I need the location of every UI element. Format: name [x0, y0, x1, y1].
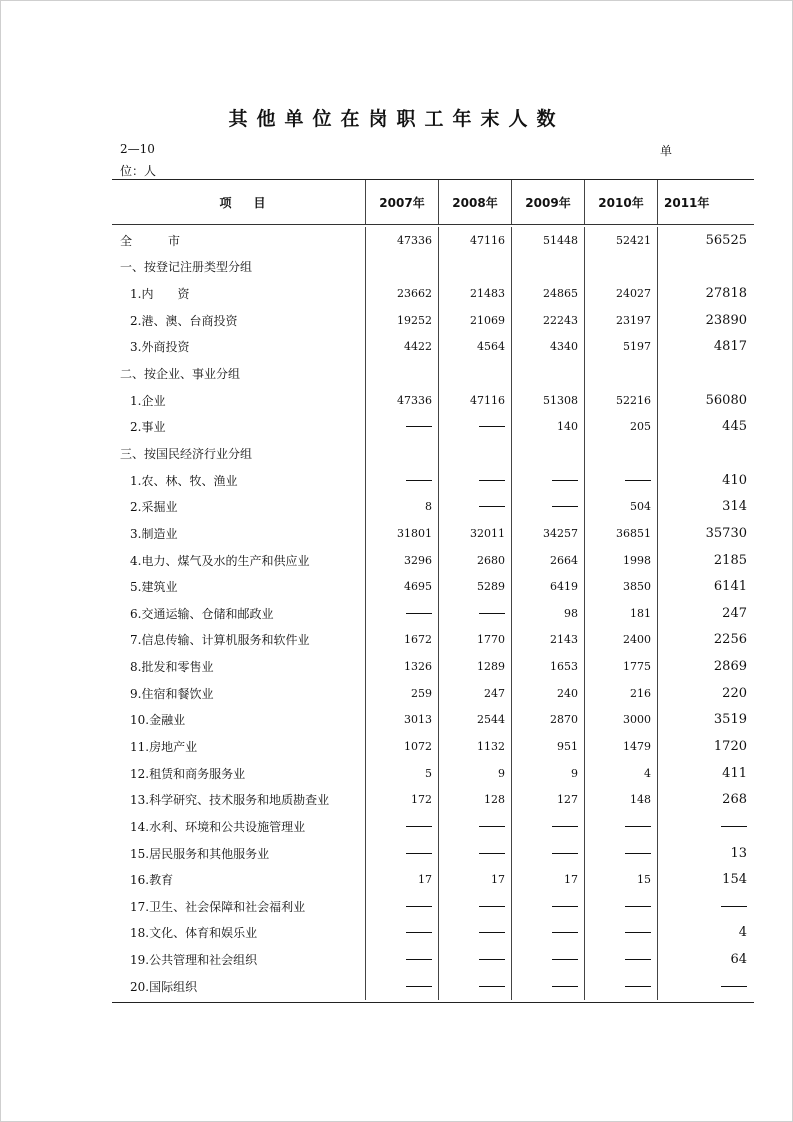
table-row: [112, 760, 754, 787]
row-label: 1.农、林、牧、渔业: [130, 473, 238, 488]
value-cell: [438, 813, 511, 840]
table-row: [112, 227, 754, 254]
value-cell: 21069: [438, 307, 511, 334]
table-row: [112, 627, 754, 654]
value-cell: [511, 920, 584, 947]
value-cell: [438, 920, 511, 947]
row-label: 2.港、澳、台商投资: [130, 313, 238, 328]
value-cell: 148: [584, 786, 657, 813]
no-data-dash: [721, 986, 747, 987]
value-cell: [365, 920, 438, 947]
value-cell: 1770: [438, 627, 511, 654]
value-cell: [657, 440, 753, 467]
value-cell: 15: [584, 866, 657, 893]
value-cell: 314: [657, 493, 753, 520]
no-data-dash: [406, 906, 432, 907]
no-data-dash: [552, 853, 578, 854]
value-cell: 2143: [511, 627, 584, 654]
value-cell: 4340: [511, 334, 584, 361]
value-cell: 6141: [657, 573, 753, 600]
value-cell: 8: [365, 493, 438, 520]
no-data-dash: [721, 906, 747, 907]
value-cell: 445: [657, 413, 753, 440]
value-cell: [438, 973, 511, 1000]
table-row: [112, 520, 754, 547]
table-row: [112, 547, 754, 574]
value-cell: [365, 360, 438, 387]
table-row: [112, 920, 754, 947]
no-data-dash: [479, 906, 505, 907]
table-row: [112, 866, 754, 893]
no-data-dash: [552, 506, 578, 507]
value-cell: 220: [657, 680, 753, 707]
value-cell: [657, 813, 753, 840]
value-cell: 17: [511, 866, 584, 893]
value-cell: [365, 973, 438, 1000]
value-cell: 1072: [365, 733, 438, 760]
no-data-dash: [479, 613, 505, 614]
value-cell: 1289: [438, 653, 511, 680]
row-label: 6.交通运输、仓储和邮政业: [130, 606, 274, 621]
header-year: 2008年: [438, 180, 511, 224]
value-cell: 23197: [584, 307, 657, 334]
value-cell: 47336: [365, 387, 438, 414]
value-cell: 4695: [365, 573, 438, 600]
value-cell: [657, 893, 753, 920]
row-label: 15.居民服务和其他服务业: [130, 846, 270, 861]
value-cell: 247: [438, 680, 511, 707]
no-data-dash: [406, 853, 432, 854]
value-cell: 127: [511, 786, 584, 813]
header-year: 2007年: [365, 180, 438, 224]
value-cell: 21483: [438, 280, 511, 307]
value-cell: 36851: [584, 520, 657, 547]
value-cell: 1326: [365, 653, 438, 680]
value-cell: [511, 360, 584, 387]
row-label: 5.建筑业: [130, 580, 178, 595]
no-data-dash: [625, 853, 651, 854]
row-label: 18.文化、体育和娱乐业: [130, 926, 258, 941]
value-cell: [584, 893, 657, 920]
table-row: [112, 440, 754, 467]
value-cell: 3000: [584, 707, 657, 734]
value-cell: 2256: [657, 627, 753, 654]
value-cell: 410: [657, 467, 753, 494]
table-row: [112, 786, 754, 813]
table-row: [112, 680, 754, 707]
value-cell: [365, 813, 438, 840]
value-cell: [511, 813, 584, 840]
value-cell: 4: [657, 920, 753, 947]
row-label: 二、按企业、事业分组: [120, 367, 241, 382]
row-label: 19.公共管理和社会组织: [130, 953, 258, 968]
value-cell: 13: [657, 840, 753, 867]
value-cell: 172: [365, 786, 438, 813]
table-row: [112, 893, 754, 920]
value-cell: 181: [584, 600, 657, 627]
value-cell: 1132: [438, 733, 511, 760]
value-cell: [584, 360, 657, 387]
value-cell: 52216: [584, 387, 657, 414]
row-label: 13.科学研究、技术服务和地质勘查业: [130, 793, 330, 808]
value-cell: 52421: [584, 227, 657, 254]
table-header: [112, 180, 754, 225]
row-label: 20.国际组织: [130, 979, 198, 994]
row-label: 17.卫生、社会保障和社会福利业: [130, 899, 306, 914]
table-row: [112, 254, 754, 281]
table-row: [112, 840, 754, 867]
row-label: 3.制造业: [130, 526, 178, 541]
value-cell: 5197: [584, 334, 657, 361]
no-data-dash: [406, 426, 432, 427]
value-cell: [365, 893, 438, 920]
value-cell: 24865: [511, 280, 584, 307]
value-cell: 140: [511, 413, 584, 440]
no-data-dash: [625, 480, 651, 481]
no-data-dash: [479, 986, 505, 987]
no-data-dash: [625, 959, 651, 960]
value-cell: 1720: [657, 733, 753, 760]
value-cell: 4: [584, 760, 657, 787]
value-cell: [365, 254, 438, 281]
value-cell: 4422: [365, 334, 438, 361]
value-cell: [584, 920, 657, 947]
page-title: 其他单位在岗职工年末人数: [228, 108, 565, 130]
no-data-dash: [406, 932, 432, 933]
value-cell: 17: [438, 866, 511, 893]
value-cell: 17: [365, 866, 438, 893]
table-row: [112, 387, 754, 414]
value-cell: [584, 973, 657, 1000]
table-row: [112, 600, 754, 627]
value-cell: 51308: [511, 387, 584, 414]
value-cell: 2680: [438, 547, 511, 574]
no-data-dash: [406, 959, 432, 960]
no-data-dash: [552, 959, 578, 960]
value-cell: [511, 440, 584, 467]
no-data-dash: [625, 826, 651, 827]
no-data-dash: [625, 986, 651, 987]
no-data-dash: [479, 480, 505, 481]
value-cell: [438, 600, 511, 627]
no-data-dash: [552, 906, 578, 907]
value-cell: 504: [584, 493, 657, 520]
value-cell: [365, 840, 438, 867]
value-cell: [438, 413, 511, 440]
row-label: 8.批发和零售业: [130, 660, 214, 675]
table-row: [112, 360, 754, 387]
value-cell: [438, 360, 511, 387]
value-cell: [584, 813, 657, 840]
value-cell: 1775: [584, 653, 657, 680]
value-cell: [511, 946, 584, 973]
row-label: 1.企业: [130, 393, 166, 408]
no-data-dash: [479, 959, 505, 960]
value-cell: 6419: [511, 573, 584, 600]
table-row: [112, 946, 754, 973]
value-cell: 23890: [657, 307, 753, 334]
row-label: 一、按登记注册类型分组: [120, 260, 253, 275]
value-cell: 128: [438, 786, 511, 813]
unit-label-prefix: 单: [660, 144, 673, 158]
value-cell: 154: [657, 866, 753, 893]
table-row: [112, 707, 754, 734]
row-label: 2.采掘业: [130, 500, 178, 515]
no-data-dash: [479, 826, 505, 827]
value-cell: 3519: [657, 707, 753, 734]
value-cell: [511, 254, 584, 281]
no-data-dash: [625, 932, 651, 933]
row-label: 9.住宿和餐饮业: [130, 686, 214, 701]
table-row: [112, 653, 754, 680]
value-cell: 47116: [438, 387, 511, 414]
value-cell: [584, 467, 657, 494]
header-year: 2009年: [511, 180, 584, 224]
no-data-dash: [479, 506, 505, 507]
value-cell: 2869: [657, 653, 753, 680]
row-label: 1.内 资: [130, 287, 190, 302]
value-cell: 2870: [511, 707, 584, 734]
row-label: 14.水利、环境和公共设施管理业: [130, 819, 306, 834]
value-cell: 5289: [438, 573, 511, 600]
table-row: [112, 280, 754, 307]
no-data-dash: [406, 613, 432, 614]
row-label: 11.房地产业: [130, 739, 198, 754]
data-table: [112, 179, 754, 1003]
value-cell: 3013: [365, 707, 438, 734]
row-label: 4.电力、煤气及水的生产和供应业: [130, 553, 310, 568]
value-cell: [365, 946, 438, 973]
value-cell: 2664: [511, 547, 584, 574]
value-cell: [511, 840, 584, 867]
value-cell: [365, 600, 438, 627]
row-label: 12.租赁和商务服务业: [130, 766, 246, 781]
table-row: [112, 493, 754, 520]
value-cell: [584, 946, 657, 973]
value-cell: 56080: [657, 387, 753, 414]
value-cell: 9: [511, 760, 584, 787]
value-cell: [657, 973, 753, 1000]
value-cell: [438, 254, 511, 281]
value-cell: [584, 440, 657, 467]
value-cell: [511, 493, 584, 520]
header-item: [112, 180, 365, 224]
value-cell: 51448: [511, 227, 584, 254]
value-cell: 268: [657, 786, 753, 813]
value-cell: 9: [438, 760, 511, 787]
value-cell: 47336: [365, 227, 438, 254]
value-cell: 3850: [584, 573, 657, 600]
value-cell: [657, 254, 753, 281]
value-cell: 3296: [365, 547, 438, 574]
value-cell: 32011: [438, 520, 511, 547]
row-label: 10.金融业: [130, 713, 186, 728]
header-year: 2010年: [584, 180, 657, 224]
table-row: [112, 973, 754, 1000]
value-cell: [438, 946, 511, 973]
row-label: 全 市: [120, 233, 181, 248]
value-cell: [365, 467, 438, 494]
value-cell: [438, 840, 511, 867]
no-data-dash: [479, 932, 505, 933]
table-row: [112, 467, 754, 494]
value-cell: [584, 840, 657, 867]
header-year: 2011年: [657, 180, 753, 224]
value-cell: [511, 973, 584, 1000]
row-label: 三、按国民经济行业分组: [120, 446, 253, 461]
value-cell: 2544: [438, 707, 511, 734]
value-cell: [511, 893, 584, 920]
value-cell: [438, 440, 511, 467]
table-row: [112, 813, 754, 840]
no-data-dash: [625, 906, 651, 907]
value-cell: 951: [511, 733, 584, 760]
value-cell: [438, 493, 511, 520]
row-label: 3.外商投资: [130, 340, 190, 355]
value-cell: 2400: [584, 627, 657, 654]
value-cell: 27818: [657, 280, 753, 307]
header-item-text: 项目: [219, 195, 288, 210]
no-data-dash: [479, 853, 505, 854]
table-number: 2—10: [120, 142, 155, 156]
no-data-dash: [406, 826, 432, 827]
no-data-dash: [552, 826, 578, 827]
value-cell: 1479: [584, 733, 657, 760]
row-label: 2.事业: [130, 420, 166, 435]
value-cell: 5: [365, 760, 438, 787]
value-cell: [365, 413, 438, 440]
value-cell: 2185: [657, 547, 753, 574]
row-label: 16.教育: [130, 873, 174, 888]
no-data-dash: [552, 480, 578, 481]
value-cell: [365, 440, 438, 467]
no-data-dash: [721, 826, 747, 827]
value-cell: 19252: [365, 307, 438, 334]
value-cell: 240: [511, 680, 584, 707]
value-cell: 1998: [584, 547, 657, 574]
value-cell: 259: [365, 680, 438, 707]
no-data-dash: [552, 932, 578, 933]
value-cell: 35730: [657, 520, 753, 547]
table-row: [112, 733, 754, 760]
value-cell: [438, 893, 511, 920]
value-cell: 205: [584, 413, 657, 440]
value-cell: 24027: [584, 280, 657, 307]
row-label: 7.信息传输、计算机服务和软件业: [130, 633, 310, 648]
no-data-dash: [479, 426, 505, 427]
value-cell: [511, 467, 584, 494]
value-cell: 34257: [511, 520, 584, 547]
table-row: [112, 413, 754, 440]
value-cell: 216: [584, 680, 657, 707]
no-data-dash: [406, 986, 432, 987]
unit-label: 位：人: [120, 164, 157, 178]
value-cell: 1653: [511, 653, 584, 680]
value-cell: 1672: [365, 627, 438, 654]
value-cell: 4564: [438, 334, 511, 361]
table-row: [112, 573, 754, 600]
table-row: [112, 307, 754, 334]
value-cell: 98: [511, 600, 584, 627]
value-cell: 31801: [365, 520, 438, 547]
value-cell: 22243: [511, 307, 584, 334]
no-data-dash: [406, 480, 432, 481]
value-cell: 247: [657, 600, 753, 627]
value-cell: [584, 254, 657, 281]
value-cell: 411: [657, 760, 753, 787]
table-row: [112, 334, 754, 361]
value-cell: [438, 467, 511, 494]
value-cell: 4817: [657, 334, 753, 361]
value-cell: 47116: [438, 227, 511, 254]
value-cell: 56525: [657, 227, 753, 254]
table-body: [112, 225, 754, 1002]
value-cell: 64: [657, 946, 753, 973]
value-cell: [657, 360, 753, 387]
value-cell: 23662: [365, 280, 438, 307]
no-data-dash: [552, 986, 578, 987]
